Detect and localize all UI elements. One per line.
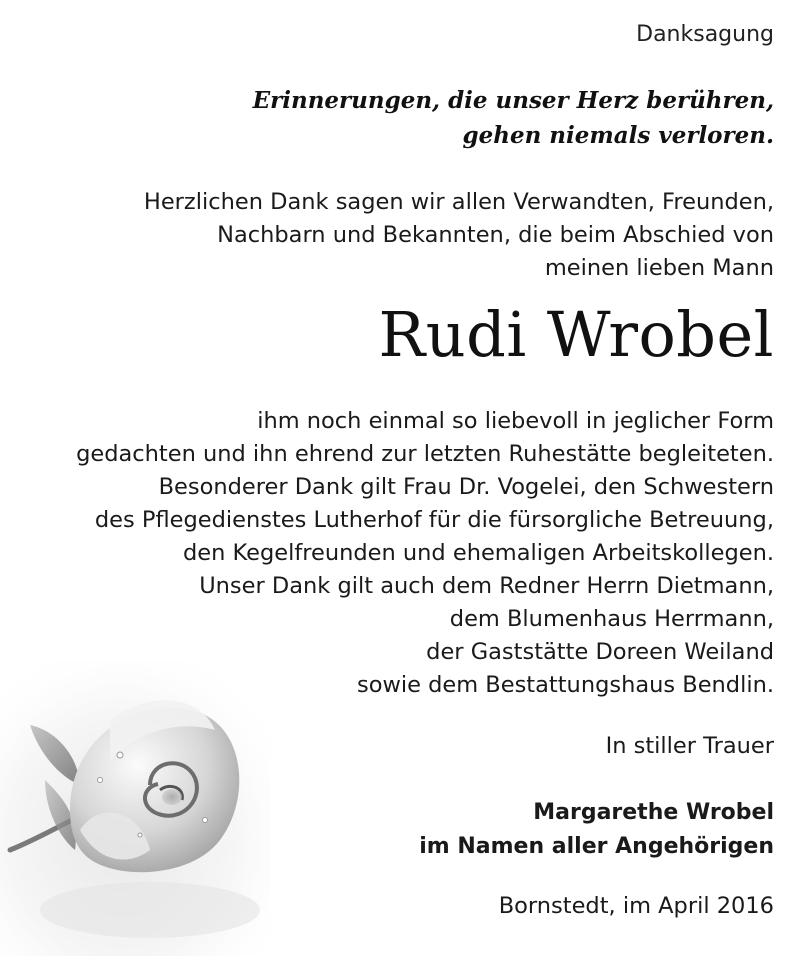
mourning-line: In stiller Trauer: [605, 733, 774, 759]
thanks-line: sowie dem Bestattungshaus Bendlin.: [356, 672, 774, 698]
thanks-line: gedachten und ihn ehrend zur letzten Ruhestätte begleiteten.: [76, 441, 774, 467]
motto-line-2: gehen niemals verloren.: [462, 122, 774, 149]
signature-block: [419, 796, 774, 864]
intro-paragraph: [144, 186, 774, 285]
deceased-name: Rudi Wrobel: [378, 298, 774, 371]
intro-line: meinen lieben Mann: [544, 255, 774, 281]
intro-line: Herzlichen Dank sagen wir allen Verwandten, Freunden,: [143, 189, 774, 215]
motto-line-1: Erinnerungen, die unser Herz berühren,: [252, 87, 774, 114]
rose-icon: [0, 660, 270, 956]
thanks-line: den Kegelfreunden und ehemaligen Arbeitskollegen.: [182, 540, 774, 566]
place-date: Bornstedt, im April 2016: [498, 893, 774, 919]
thanks-line: Unser Dank gilt auch dem Redner Herrn Dietmann,: [199, 573, 774, 599]
signature-relatives: im Namen aller Angehörigen: [419, 834, 774, 859]
thanks-line: des Pflegedienstes Lutherhof für die fürsorgliche Betreuung,: [94, 507, 774, 533]
thanks-line: dem Blumenhaus Herrmann,: [449, 606, 774, 632]
thanks-line: der Gaststätte Doreen Weiland: [426, 639, 774, 665]
signature-name: Margarethe Wrobel: [533, 800, 774, 825]
notice-heading: Danksagung: [636, 22, 774, 47]
thanks-line: Besonderer Dank gilt Frau Dr. Vogelei, den Schwestern: [158, 474, 774, 500]
intro-line: Nachbarn und Bekannten, die beim Abschied von: [217, 222, 774, 248]
thanks-paragraph: [76, 405, 774, 702]
thanks-line: ihm noch einmal so liebevoll in jeglicher Form: [257, 408, 774, 434]
